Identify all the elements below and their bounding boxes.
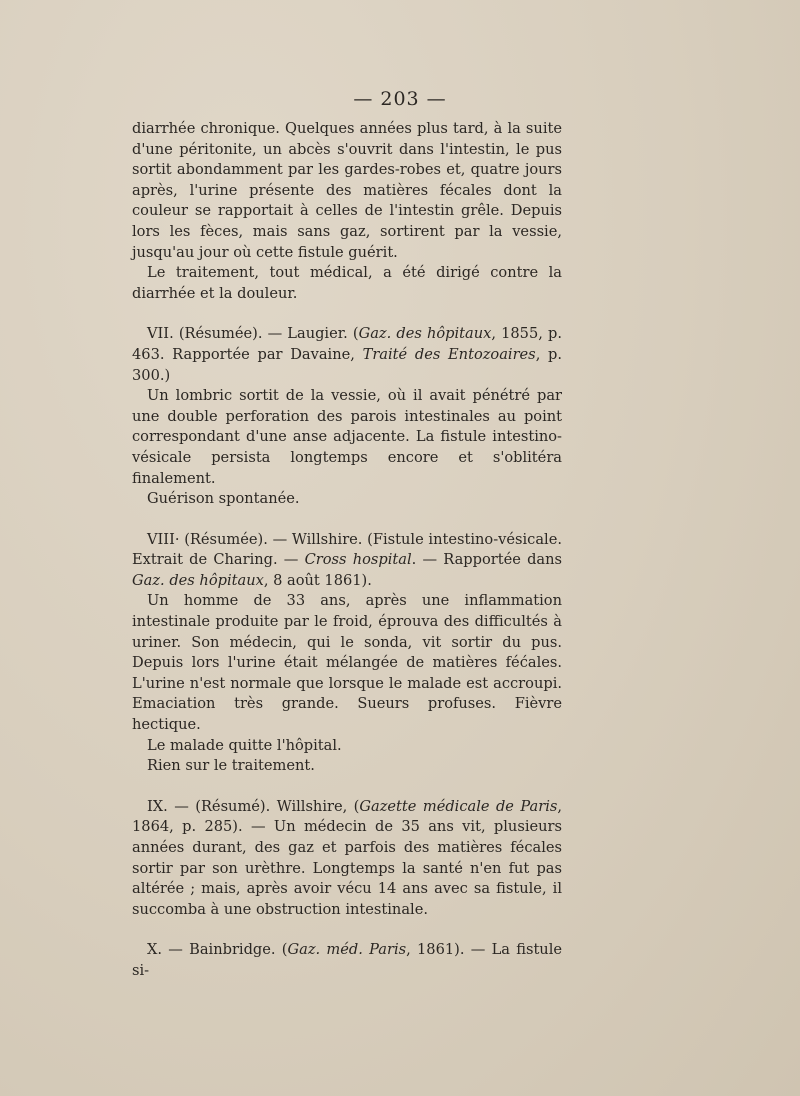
page-number: — 203 — (353, 88, 447, 110)
case-viii-body: Un homme de 33 ans, après une inflammation intestinale produite par le froid, éprouva des difficultés à uriner. Son médecin, qui le sonda, vit sortir du pus. Depuis lors l'urine était mélangée de matières féćales. L'urine n'est normale que lorsque le malade est accroupi. Emaciation très grande. Sueurs profuses. Fièvre hectique. (132, 592, 562, 734)
case-vii-outcome: Guérison spontanée. (147, 490, 300, 508)
text-body (132, 119, 562, 982)
paragraph-continuation: diarrhée chronique. Quelques années plus tard, à la suite d'une péritonite, un abcès s'ouvrit dans l'intestin, le pus sortit abondamment par les gardes-robes et, quatre jours après, l'urine présente des matières fécales dont la couleur se rapportait à celles de l'intestin grêle. Depuis lors les fèces, mais sans gaz, sortirent par la vessie, jusqu'au jour où cette fistule guérit. (132, 120, 562, 261)
case-viii-line-3: Rien sur le traitement. (147, 757, 315, 775)
case-viii-line-2: Le malade quitte l'hôpital. (147, 736, 342, 754)
case-viii-heading: VIII· (Résumée). — Willshire. (Fistule intestino-vésicale. Extrait de Charing. — Cross hospital. — Rapportée dans Gaz. des hôpitaux, 8 août 1861). (132, 530, 562, 589)
case-vii-heading: VII. (Résumée). — Laugier. (Gaz. des hôpitaux, 1855, p. 463. Rapportée par Davaine, Traité des Entozoaires, p. 300.) (132, 325, 562, 384)
case-vii-body: Un lombric sortit de la vessie, où il avait pénétré par une double perforation des parois intestinales au point correspondant d'une anse adjacente. La fistule intestino-vésicale persista longtemps encore et s'oblitéra finalement. (132, 387, 562, 487)
case-ix-paragraph: IX. — (Résumé). Willshire, (Gazette médicale de Paris, 1864, p. 285). — Un médecin de 35 ans vit, plusieurs années durant, des gaz et parfois des matières fécales sortir par son urèthre. Longtemps la santé n'en fut pas altérée ; mais, après avoir vécu 14 ans avec sa fistule, il succomba à une obstruction intestinale. (132, 797, 562, 918)
paragraph-treatment: Le traitement, tout médical, a été dirigé contre la diarrhée et la douleur. (132, 264, 562, 302)
case-x-paragraph: X. — Bainbridge. (Gaz. méd. Paris, 1861). — La fistule si- (132, 941, 563, 979)
